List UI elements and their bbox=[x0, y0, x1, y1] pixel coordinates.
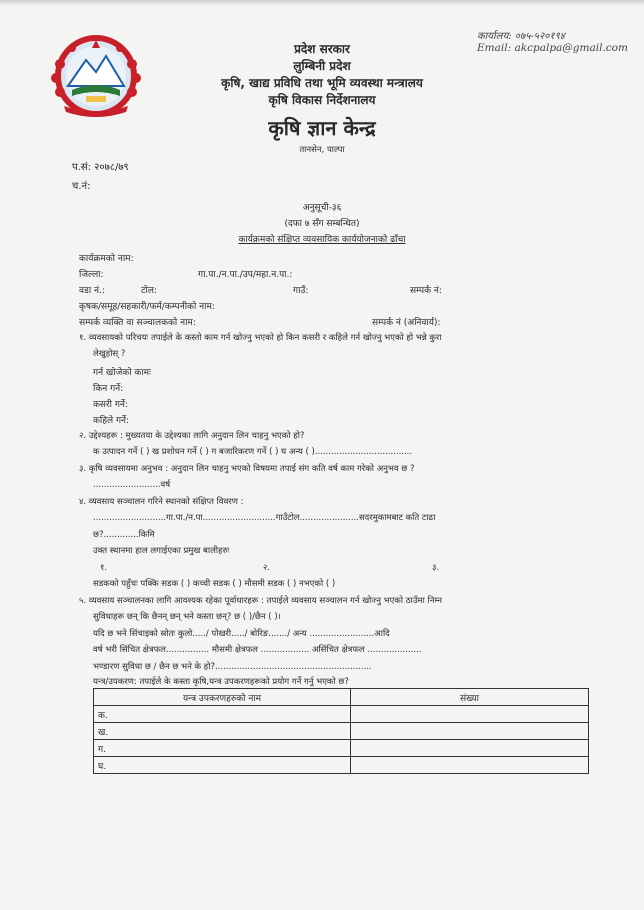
patra-sankhya: प.सं: २०७८/७९ bbox=[72, 162, 129, 173]
field-contact-person: सम्पर्क व्यक्ति वा सञ्चालकको नाम: bbox=[79, 318, 196, 328]
annex-number: अनुसूची-३६ bbox=[302, 203, 342, 213]
section-4-location: ४. व्यवसाय सञ्चालन गरिने स्थानको संक्षिप्त विवरण : bbox=[79, 497, 244, 507]
section-5-facilities: सुविधाहरू छन् कि छैनन् छन् भने कस्ता छन्? छ ( )/छैन ( )। bbox=[93, 612, 281, 622]
field-tole: टोल: bbox=[141, 286, 158, 296]
field-municipality: गा.पा./न.पा./उप/महा.न.पा.: bbox=[198, 270, 293, 280]
field-contact-no: सम्पर्क नं: bbox=[410, 286, 442, 296]
table-row bbox=[94, 757, 589, 774]
section-3-experience: ३. कृषि व्यवसायमा अनुभव : अनुदान लिन चाहनु भएको विषयमा तपाई संग कति वर्ष काम गरेको अनुभव छ ? bbox=[79, 464, 415, 474]
field-village: गाउँ: bbox=[293, 286, 309, 296]
section-2-options: क उत्पादन गर्ने ( ) ख प्रशोधन गर्ने ( ) ग बजारिकरण गर्ने ( ) घ अन्य ( ).................................... bbox=[93, 447, 413, 457]
section-4-crops: उक्त स्थानमा हाल लगाईएका प्रमुख बालीहरुः bbox=[93, 546, 230, 556]
field-ward: वडा नं.: bbox=[79, 286, 105, 296]
office-email[interactable]: Email: akcpalpa@gmail.com bbox=[477, 42, 628, 54]
column-header-count: संख्या bbox=[351, 689, 589, 706]
section-4-address: ...........................गा.पा./न.पा...........................गाउँटोल......................सदरमुकामबाट कति टाढा bbox=[93, 513, 436, 523]
field-district: जिल्ला: bbox=[79, 270, 104, 280]
table-row bbox=[94, 706, 589, 723]
section-1-intro-cont: लेखुहोस् ? bbox=[93, 349, 126, 359]
section-1-intro: १. व्यवसायको परिचयः तपाईले के कस्तो काम गर्न खोज्नु भएको हो किन कसरी र कहिले गर्न खोज्नु भएको हो भन्ने कुरा bbox=[79, 333, 442, 343]
section-3-years: .........................वर्ष bbox=[93, 480, 171, 490]
section-5-infrastructure: ५. व्यवसाय सञ्चालनका लागि आवश्यक रहेका पूर्वाधारहरू : तपाईले व्यवसाय सञ्चालन गर्न खोज्नु भएको ठाउँमा निम्न bbox=[79, 596, 443, 606]
table-header-row bbox=[94, 689, 589, 706]
field-farmer-group: कृषक/समूह/सहकारी/फर्म/कम्पनीको नाम: bbox=[79, 302, 215, 312]
header-line-directorate: कृषि विकास निर्देशनालय bbox=[268, 93, 376, 107]
table-row bbox=[94, 740, 589, 757]
section-4-distance: छ?.............किमि bbox=[93, 530, 155, 540]
header-line-lumbini: लुम्बिनी प्रदेश bbox=[293, 59, 351, 73]
count-cell[interactable] bbox=[351, 706, 589, 723]
chalani-number: च.नं: bbox=[72, 181, 91, 192]
row-label: क. bbox=[94, 706, 351, 723]
section-5-storage: भण्डारण सुविधा छ / छैन छ भने के हो?.......................................................... bbox=[93, 662, 372, 672]
row-label: घ. bbox=[94, 757, 351, 774]
section-5-equipment-question: यन्त्र/उपकरण: तपाईले के कस्ता कृषि,यन्त्र उपकरणहरूको प्रयोग गर्ने गर्नु भएको छ? bbox=[93, 677, 349, 687]
office-title: कृषि ज्ञान केन्द्र bbox=[268, 116, 376, 140]
field-program-name: कार्यक्रमको नाम: bbox=[79, 254, 134, 264]
form-title: कार्यक्रमको संक्षिप्त व्यवसायिक कार्ययोजनाको ढाँचा bbox=[238, 235, 406, 245]
section-1-when: कहिले गर्ने: bbox=[93, 416, 130, 426]
equipment-table bbox=[93, 688, 589, 774]
office-phone: कार्यालय: ०७५-५२०१९४ bbox=[477, 31, 565, 42]
section-4-crop-3: ३. bbox=[432, 563, 440, 573]
scan-edge-shadow bbox=[0, 0, 644, 6]
count-cell[interactable] bbox=[351, 740, 589, 757]
office-location: तानसेन, पाल्पा bbox=[299, 145, 345, 155]
count-cell[interactable] bbox=[351, 757, 589, 774]
header-line-ministry: कृषि, खाद्य प्रविधि तथा भूमि व्यवस्था मन्त्रालय bbox=[221, 76, 423, 90]
section-5-irrigation: यदि छ भने सिंचाइको स्रोतः कुलो...../ पोखरी...../ बोरिङ......./ अन्य ........................आदि bbox=[93, 629, 390, 639]
section-4-crop-1: १. bbox=[100, 563, 108, 573]
table-row bbox=[94, 723, 589, 740]
row-label: ग. bbox=[94, 740, 351, 757]
field-contact-no-required: सम्पर्क नं (अनिवार्य): bbox=[372, 318, 441, 328]
section-1-work: गर्न खोजेको कामः bbox=[93, 368, 151, 378]
section-5-irrigated-area: वर्ष भरी सिंचित क्षेत्रफल................ मौसमी क्षेत्रफल .................. असिंचित क्षेत्रफल .................... bbox=[93, 645, 422, 655]
row-label: ख. bbox=[94, 723, 351, 740]
section-4-crop-2: २. bbox=[263, 563, 271, 573]
column-header-equipment-name: यन्त्र उपकरणहरुको नाम bbox=[94, 689, 351, 706]
section-2-objectives: २. उद्देश्यहरू : मुख्यतया के उद्देश्यका लागि अनुदान लिन चाहनु भएको हो? bbox=[79, 431, 305, 441]
section-4-road-access: सडकको पहुँचः पक्कि सडक ( ) कच्ची सडक ( ) मौसमी सडक ( ) नभएको ( ) bbox=[93, 579, 336, 589]
count-cell[interactable] bbox=[351, 723, 589, 740]
section-1-how: कसरी गर्ने: bbox=[93, 400, 128, 410]
annex-clause: (दफा ७ सँग सम्बन्धित) bbox=[284, 219, 360, 229]
section-1-why: किन गर्ने: bbox=[93, 384, 124, 394]
header-line-pradesh-sarkar: प्रदेश सरकार bbox=[294, 42, 350, 56]
